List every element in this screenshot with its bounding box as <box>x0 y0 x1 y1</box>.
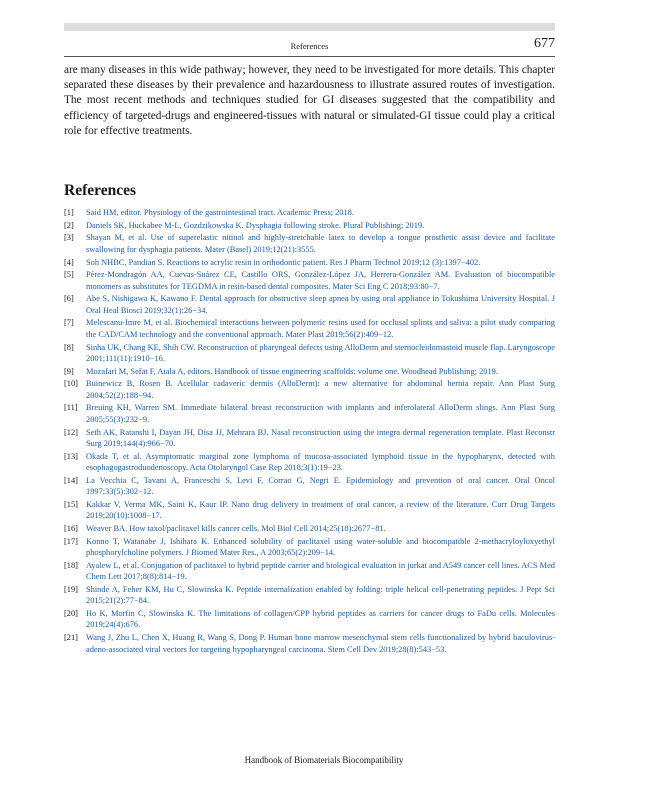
reference-number: [7] <box>64 318 74 328</box>
reference-number: [2] <box>64 220 74 230</box>
reference-link[interactable]: Said HM, editor. Physiology of the gastrointestinal tract. Academic Press; 2018. <box>86 208 354 217</box>
reference-number: [10] <box>64 379 78 389</box>
reference-number: [19] <box>64 584 78 594</box>
reference-item <box>64 317 555 340</box>
references-heading: References <box>64 182 137 199</box>
reference-link[interactable]: Konno T, Watanabe J, Ishihara K. Enhanced solubility of paclitaxel using water-soluble and biocompatible 2-methacryloyloxyethyl phosphorylcholine polymers. J Biomed Mater Res., A 2003;65(2):209−14. <box>86 536 555 558</box>
page-number: 677 <box>534 36 555 51</box>
reference-number: [21] <box>64 633 78 643</box>
reference-list <box>64 207 555 656</box>
reference-item <box>64 632 555 655</box>
running-title: References <box>290 41 329 51</box>
running-head <box>64 36 555 56</box>
reference-link[interactable]: Melescanu-Imre M, et al. Biochemical interactions between polymeric resins used for occlusal splints and saliva: a pilot study comparing the CAD/CAM technology and the conventional approach. Mater Plast 2019;56(2):409−12. <box>86 318 555 339</box>
header-band <box>64 23 555 31</box>
reference-link[interactable]: La Vecchia C, Tavani A, Franceschi S, Levi F, Corrao G, Negri E. Epidemiology and prevention of oral cancer. Oral Oncol 1997;33(5):302−12. <box>86 475 555 497</box>
reference-link[interactable]: Shayan M, et al. Use of superelastic nitinol and highly-stretchable latex to develop a tongue prosthetic assist device and facilitate swallowing for dysphagia patients. Mater (Basel) 2019;12(21):3555. <box>86 233 555 254</box>
reference-item <box>64 536 555 559</box>
reference-number: [11] <box>64 403 78 413</box>
reference-number: [18] <box>64 560 78 570</box>
reference-item <box>64 499 555 522</box>
footer-book-title: Handbook of Biomaterials Biocompatibility <box>244 755 404 765</box>
reference-item <box>64 402 555 425</box>
reference-link[interactable]: Breuing KH, Warren SM. Immediate bilateral breast reconstruction with implants and inferolateral AlloDerm slings. Ann Plast Surg 2005;55(3):232−9. <box>86 403 555 424</box>
reference-item <box>64 220 555 231</box>
reference-item <box>64 366 555 377</box>
reference-item <box>64 475 555 498</box>
reference-number: [1] <box>64 208 74 217</box>
reference-number: [12] <box>64 427 78 437</box>
reference-number: [13] <box>64 451 78 461</box>
reference-link[interactable]: Pérez-Mondragón AA, Cuevas-Suárez CE, Castillo ORS, González-López JA, Herrera-González AM. Evaluation of biocompatible monomers as substitutes for TEGDMA in resin-based dental composites. Mater Sci Eng C 2018;93:80−7. <box>86 270 555 291</box>
reference-link[interactable]: Mozafari M, Sefat F, Atala A, editors. Handbook of tissue engineering scaffolds: volume one. Woodhead Publishing; 2019. <box>86 366 498 376</box>
header-divider <box>64 56 555 57</box>
reference-link[interactable]: Sinha UK, Chang KE, Shih CW. Reconstruction of pharyngeal defects using AlloDerm and sternocleidomastoid muscle flap. Laryngoscope 2001;111(11):1910−16. <box>86 342 555 363</box>
reference-number: [6] <box>64 294 74 304</box>
reference-link[interactable]: Okada T, et al. Asymptomatic marginal zone lymphoma of mucosa-associated lymphoid tissue in the hypopharynx, detected with esophagogastroduodenoscopy. Acta Otolaryngol Case Rep 2018;3(1):19−23. <box>86 451 555 473</box>
reference-number: [4] <box>64 257 74 267</box>
reference-link[interactable]: Shinde A, Feher KM, Hu C, Slowinska K. Peptide internalization enabled by folding: triple helical cell-penetrating peptides. J Pept Sci 2015;21(2):77−84. <box>86 584 555 606</box>
reference-number: [8] <box>64 342 74 352</box>
reference-item <box>64 427 555 450</box>
reference-item <box>64 293 555 316</box>
reference-number: [15] <box>64 499 78 509</box>
reference-number: [3] <box>64 233 74 243</box>
reference-item <box>64 584 555 607</box>
reference-link[interactable]: Buinewicz B, Rosen B. Acellular cadaveric dermis (AlloDerm): a new alternative for abdominal hernia repair. Ann Plast Surg 2004;52(2):188−94. <box>86 379 555 400</box>
reference-item <box>64 232 555 255</box>
reference-number: [17] <box>64 536 78 546</box>
intro-paragraph: are many diseases in this wide pathway; however, they need to be investigated for more details. This chapter separated these diseases by their prevalence and hazardousness to illustrate assured routes of investigation. The most recent methods and techniques studied for GI diseases suggested that the compatibility and efficiency of targeted-drugs and engineered-tissues with natural or simulated-GI tissue could play a critical role for effective treatments. <box>64 64 555 137</box>
reference-link[interactable]: Soh NHBC, Pandian S. Reactions to acrylic resin in orthodontic patient. Res J Pharm Technol 2019;12 (3):1397−402. <box>86 257 481 267</box>
reference-number: [9] <box>64 366 74 376</box>
reference-link[interactable]: Abe S, Nishigawa K, Kawano F. Dental approach for obstructive sleep apnea by using oral appliance in Tokushima University Hospital. J Oral Heal Biosci 2019;32(1):26−34. <box>86 294 555 315</box>
reference-item <box>64 207 555 218</box>
reference-link[interactable]: Seth AK, Ratanshi I, Dayan JH, Disa JJ, Mehrara BJ. Nasal reconstruction using the integra dermal regeneration template. Plast Reconstr Surg 2019;144(4):966−70. <box>86 427 555 448</box>
reference-link[interactable]: Wang J, Zhu L, Chen X, Huang R, Wang S, Dong P. Human bone marrow mesenchymal stem cells functionalized by hybrid baculovirus-adeno-associated viral vectors for targeting hypopharyngeal carcinoma. Stem Cell Dev 2019;28(8):543−53. <box>86 633 555 654</box>
reference-link[interactable]: Daniels SK, Huckabee M-L, Gozdzikowska K. Dysphagia following stroke. Plural Publishing; 2019. <box>86 220 425 230</box>
reference-item <box>64 523 555 534</box>
reference-item <box>64 257 555 268</box>
reference-item <box>64 378 555 401</box>
reference-number: [14] <box>64 475 78 485</box>
reference-item <box>64 451 555 474</box>
reference-item <box>64 608 555 631</box>
reference-number: [20] <box>64 609 78 619</box>
reference-link[interactable]: Kakkar V, Verma MK, Saini K, Kaur IP. Nano drug delivery in treatment of oral cancer, a review of the literature. Curr Drug Targets 2019;20(10):1008−17. <box>86 499 555 521</box>
reference-item <box>64 269 555 292</box>
reference-item <box>64 560 555 583</box>
reference-number: [16] <box>64 524 78 534</box>
reference-link[interactable]: Ayalew L, et al. Conjugation of paclitaxel to hybrid peptide carrier and biological evaluation in jurkat and A549 cancer cell lines. ACS Med Chem Lett 2017;8(8):814−19. <box>86 560 555 582</box>
reference-number: [5] <box>64 270 74 280</box>
reference-link[interactable]: Weaver BA. How taxol/paclitaxel kills cancer cells. Mol Biol Cell 2014;25(18):2677−81. <box>86 524 386 534</box>
reference-item <box>64 342 555 365</box>
reference-link[interactable]: Ho K, Morfin C, Slowinska K. The limitations of collagen/CPP hybrid peptides as carriers for cancer drugs to FaDu cells. Molecules 2019;24(4):676. <box>86 609 555 630</box>
